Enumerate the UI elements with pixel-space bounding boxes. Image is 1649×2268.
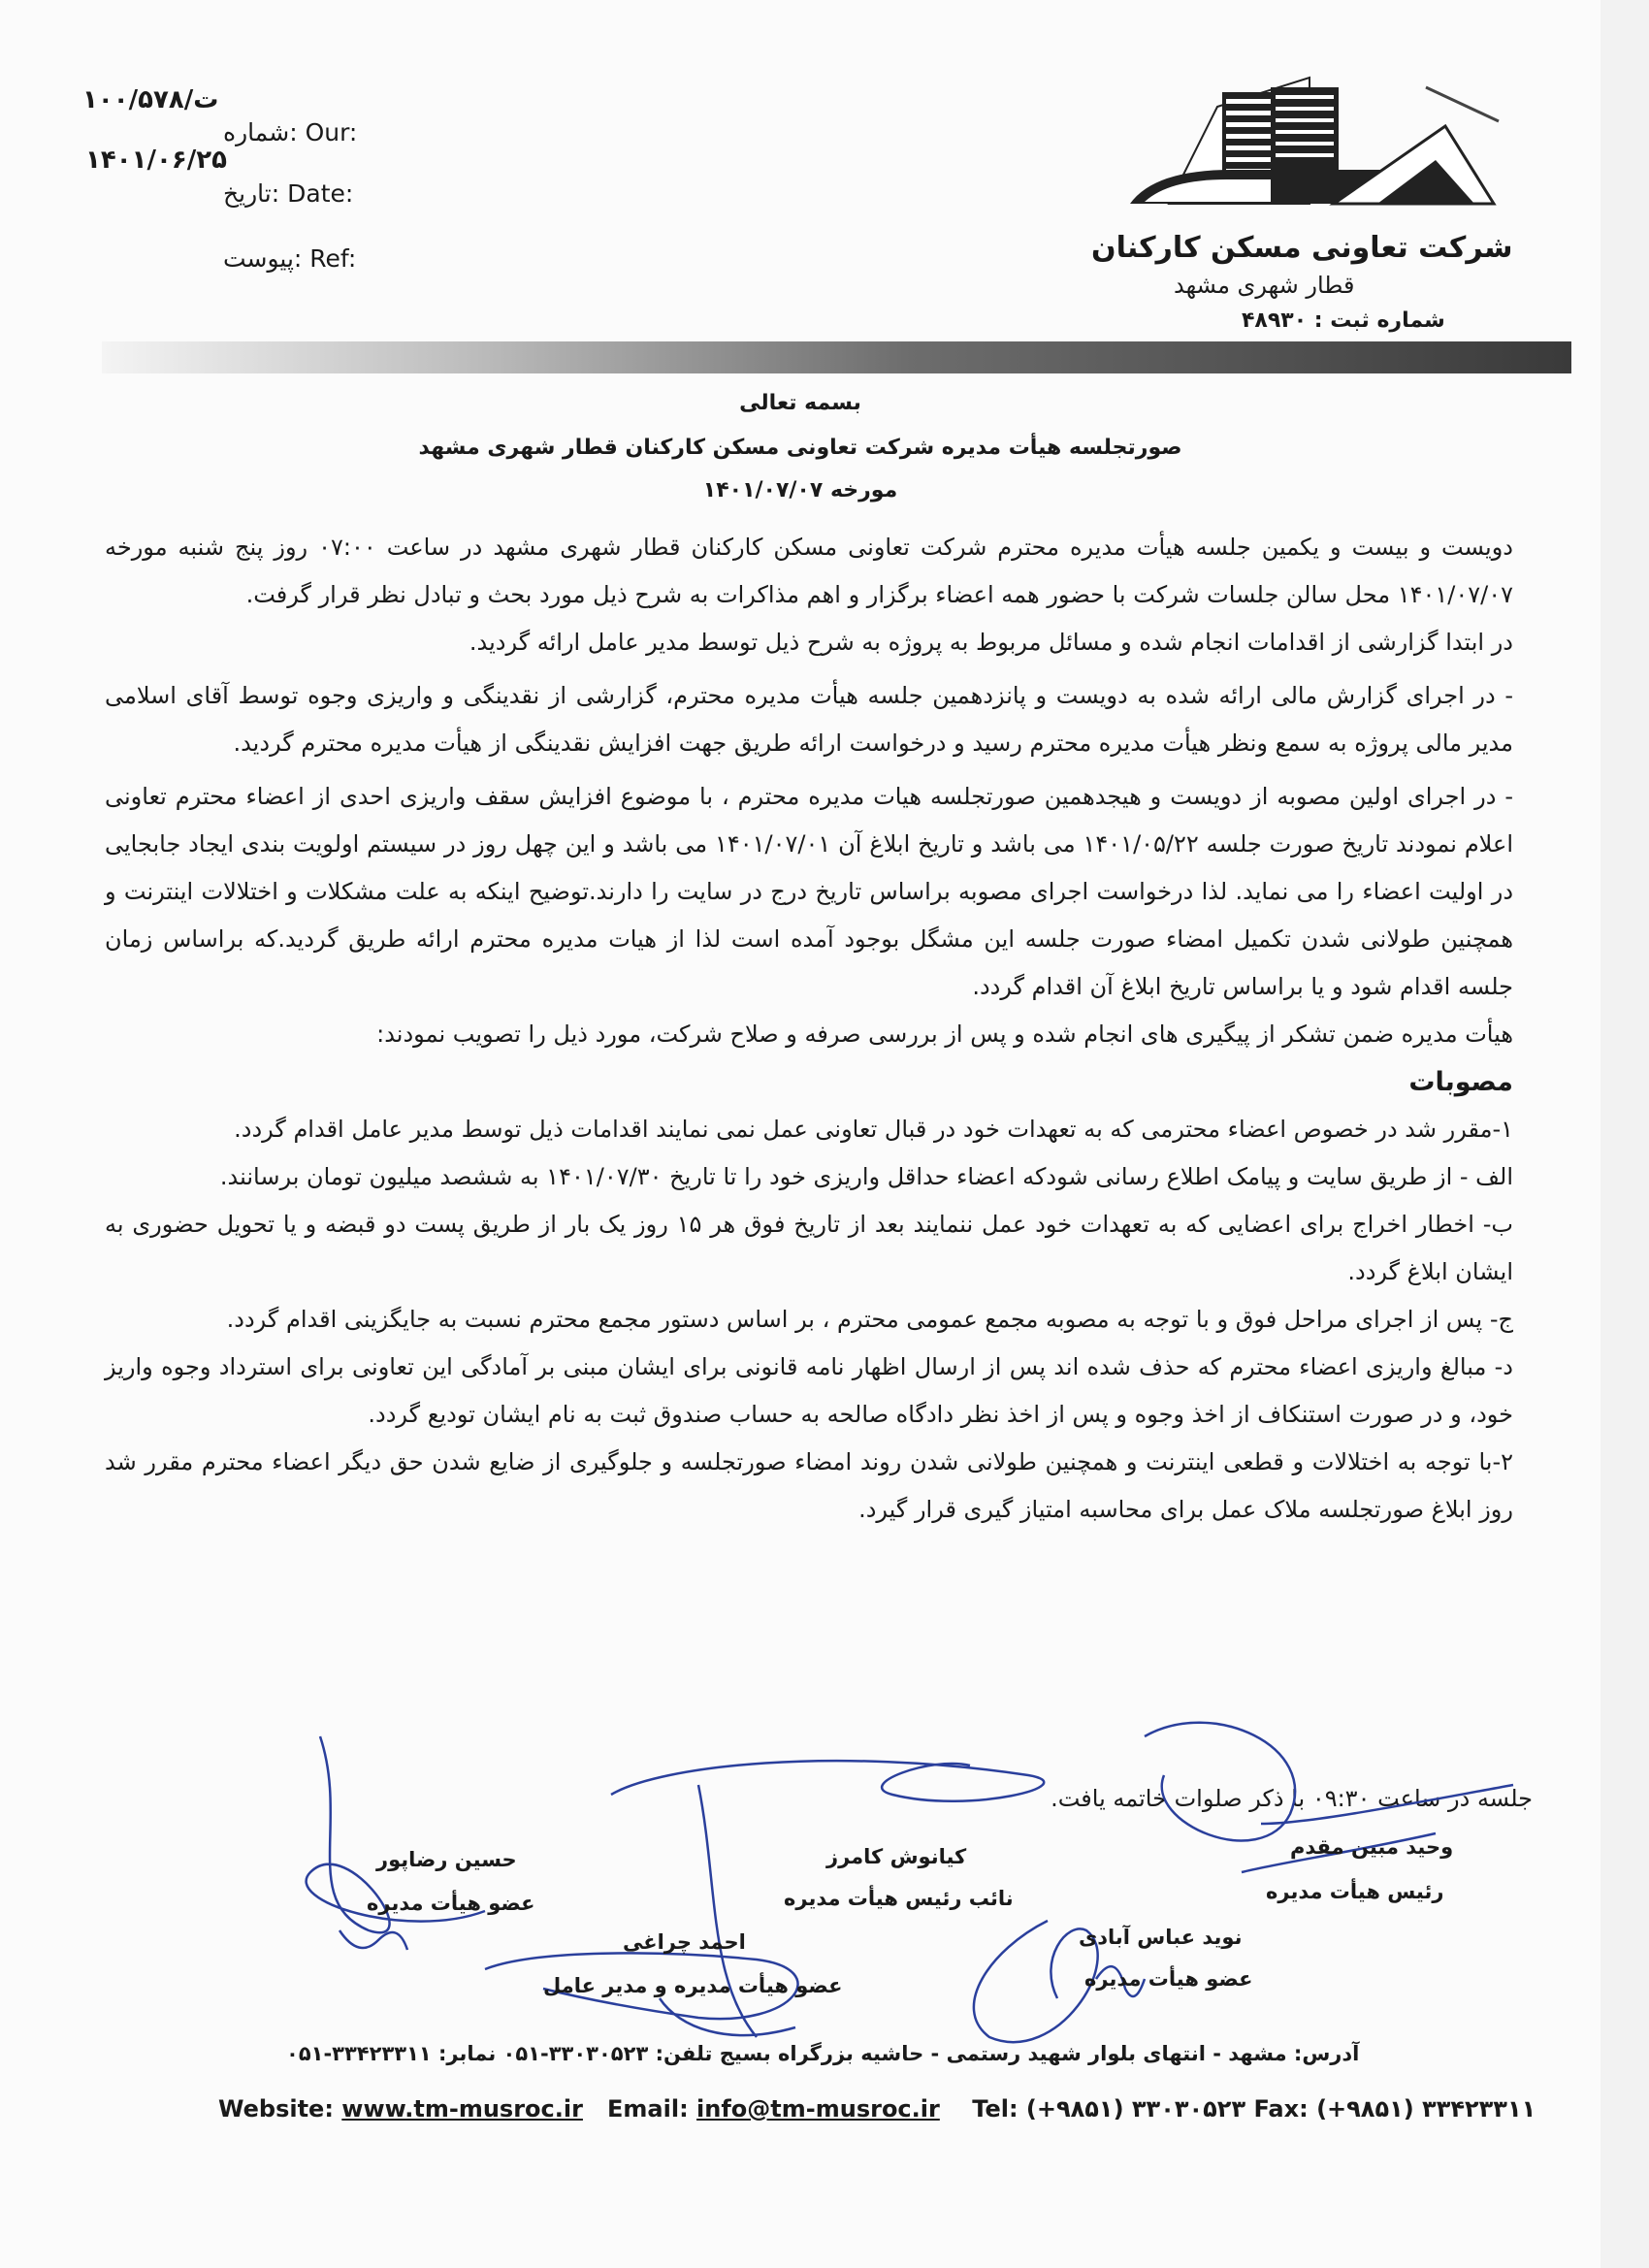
signer-member2-name: نوید عباس آبادی (1079, 1926, 1243, 1949)
signer-vicechair-role: نائب رئیس هیأت مدیره (784, 1887, 1014, 1910)
resolution-2: ۲-با توجه به اختلالات و قطعی اینترنت و همچنین طولانی شدن روند امضاء صورتجلسه و جلوگیری از ضایع شدن حق دیگر اعضاء محترم مقرر شد روز ابلاغ صورتجلسه ملاک عمل برای محاسبه امتیاز گیری قرار گیرد. (105, 1448, 1513, 1523)
page-title: صورتجلسه هیأت مدیره شرکت تعاونی مسکن کارکنان قطار شهری مشهد (418, 436, 1182, 460)
meeting-date: مورخه ۱۴۰۱/۰۷/۰۷ (702, 478, 898, 502)
intro-paragraph: دویست و بیست و یکمین جلسه هیأت مدیره محترم شرکت تعاونی مسکن کارکنان قطار شهری مشهد در ساعت ۰۷:۰۰ روز پنج شنبه مورخه ۱۴۰۱/۰۷/۰۷ محل سالن جلسات شرکت با حضور همه اعضاء برگزار و اهم مذاکرات به شرح ذیل مورد بحث و تبادل نظر قرار گرفت. (105, 534, 1513, 608)
website-label: Website: (218, 2095, 334, 2122)
company-logo (1125, 68, 1504, 233)
title-bismillah: بسمه تعالی (739, 391, 861, 415)
minutes-body (105, 524, 1513, 1534)
finance-item: - در اجرای گزارش مالی ارائه شده به دویست و پانزدهمین جلسه هیأت مدیره محترم، گزارشی از نقدینگی و واریزی وجوه توسط آقای اسلامی مدیر مالی پروژه به سمع ونظر هیأت مدیره محترم رسید و درخواست ارائه طریق جهت افزایش نقدینگی از هیأت مدیره محترم گردید. (105, 682, 1513, 757)
website-link[interactable]: www.tm-musroc.ir (341, 2095, 583, 2122)
signer-member2-role: عضو هیأت مدیره (1084, 1967, 1253, 1991)
resolution-1-d: د- مبالغ واریزی اعضاء محترم که حذف شده اند پس از ارسال اظهار نامه قانونی برای ایشان مبنی بر آمادگی این تعاونی برای استرداد وجوه واریز خود، و در صورت استنکاف از اخذ وجوه و پس از اخذ نظر دادگاه صالحه به حساب صندوق ثبت به نام ایشان تودیع گردد. (105, 1353, 1513, 1428)
email-label: Email: (607, 2095, 689, 2122)
letter-number: ۱۰۰/۵۷۸/ت (82, 85, 219, 114)
scan-edge (1600, 0, 1649, 2268)
letter-date: ۱۴۰۱/۰۶/۲۵ (85, 146, 227, 175)
signer-ceo-role: عضو هیأت مدیره و مدیر عامل (543, 1974, 843, 1997)
resolutions-heading: مصوبات (1408, 1067, 1513, 1097)
signer-chair-role: رئیس هیأت مدیره (1266, 1880, 1444, 1903)
registration-number: شماره ثبت : ۴۸۹۳۰ (1242, 308, 1445, 333)
signer-vicechair-name: کیانوش کامرز (826, 1845, 967, 1868)
tel-fax: Tel: (+۹۸۵۱) ۳۳۰۳۰۵۲۳ Fax: (+۹۸۵۱) ۳۳۴۲۳۳۱۱ (972, 2095, 1536, 2122)
resolution-1: ۱-مقرر شد در خصوص اعضاء محترمی که به تعهدات خود در قبال تعاونی عمل نمی نمایند اقدامات ذیل توسط مدیر عامل اقدام گردد. (234, 1116, 1513, 1143)
signer-member1-role: عضو هیأت مدیره (367, 1892, 535, 1915)
company-name: شرکت تعاونی مسکن کارکنان (1091, 231, 1513, 265)
resolution-1-c: ج- پس از اجرای مراحل فوق و با توجه به مصوبه مجمع عمومی محترم ، بر اساس دستور مجمع محترم نسبت به جایگزینی اقدام گردد. (226, 1306, 1513, 1333)
building-graphic (1130, 78, 1499, 204)
closing-line: جلسه در ساعت ۰۹:۳۰ با ذکر صلوات خاتمه یافت. (1051, 1785, 1533, 1812)
board-thanks: هیأت مدیره ضمن تشکر از پیگیری های انجام شده و پس از بررسی صرفه و صلاح شرکت، مورد ذیل را تصویب نمودند: (376, 1021, 1513, 1048)
resolution-1-b: ب- اخطار اخراج برای اعضایی که به تعهدات خود عمل ننمایند بعد از تاریخ فوق هر ۱۵ روز یک بار از طریق پست دو قبضه و یا تحویل حضوری به ایشان ابلاغ گردد. (105, 1211, 1513, 1285)
signer-ceo-name: احمد چراغی (623, 1930, 746, 1954)
footer-address: آدرس: مشهد - انتهای بلوار شهید رستمی - حاشیه بزرگراه بسیج تلفن: ۳۳۰۳۰۵۲۳-۰۵۱ نمابر: ۳۳۴۲۳۳۱۱-۰۵۱ (286, 2042, 1360, 2065)
footer-contacts (218, 2095, 1536, 2122)
number-label: شماره: Our: (223, 118, 358, 146)
signer-member1-name: حسین رضاپور (376, 1848, 517, 1871)
ceiling-item: - در اجرای اولین مصوبه از دویست و هیجدهمین صورتجلسه هیات مدیره محترم ، با موضوع افزایش سقف واریزی احدی از اعضاء محترم تعاونی اعلام نمودند تاریخ صورت جلسه ۱۴۰۱/۰۵/۲۲ می باشد و تاریخ ابلاغ آن ۱۴۰۱/۰۷/۰۱ می باشد و این چهل روز در سیستم اولویت بندی ایجاد جابجایی در اولیت اعضاء را می نماید. لذا درخواست اجرای مصوبه براساس تاریخ درج در سایت را دارند.توضیح اینکه به علت مشکلات و اختلالات اینترنت و همچنین طولانی شدن تکمیل امضاء صورت جلسه این مشگل بوجود آمده است لذا از هیات مدیره محترم ارائه طریق گردید.که براساس زمان جلسه اقدام شود و یا براساس تاریخ ابلاغ آن اقدام گردد. (105, 783, 1513, 1000)
email-link[interactable]: info@tm-musroc.ir (696, 2095, 940, 2122)
attachment-label: پیوست: Ref: (223, 244, 357, 273)
resolution-1-a: الف - از طریق سایت و پیامک اطلاع رسانی شودکه اعضاء حداقل واریزی خود را تا تاریخ ۱۴۰۱/۰۷/۳۰ به ششصد میلیون تومان برسانند. (219, 1163, 1513, 1190)
signer-chair-name: وحید مبین مقدم (1290, 1835, 1454, 1859)
header-divider-bar (102, 341, 1571, 373)
report-intro: در ابتدا گزارشی از اقدامات انجام شده و مسائل مربوط به پروژه به شرح ذیل توسط مدیر عامل ارائه گردید. (469, 629, 1513, 656)
date-label: تاریخ: Date: (223, 179, 354, 208)
company-subtitle: قطار شهری مشهد (1174, 272, 1355, 299)
